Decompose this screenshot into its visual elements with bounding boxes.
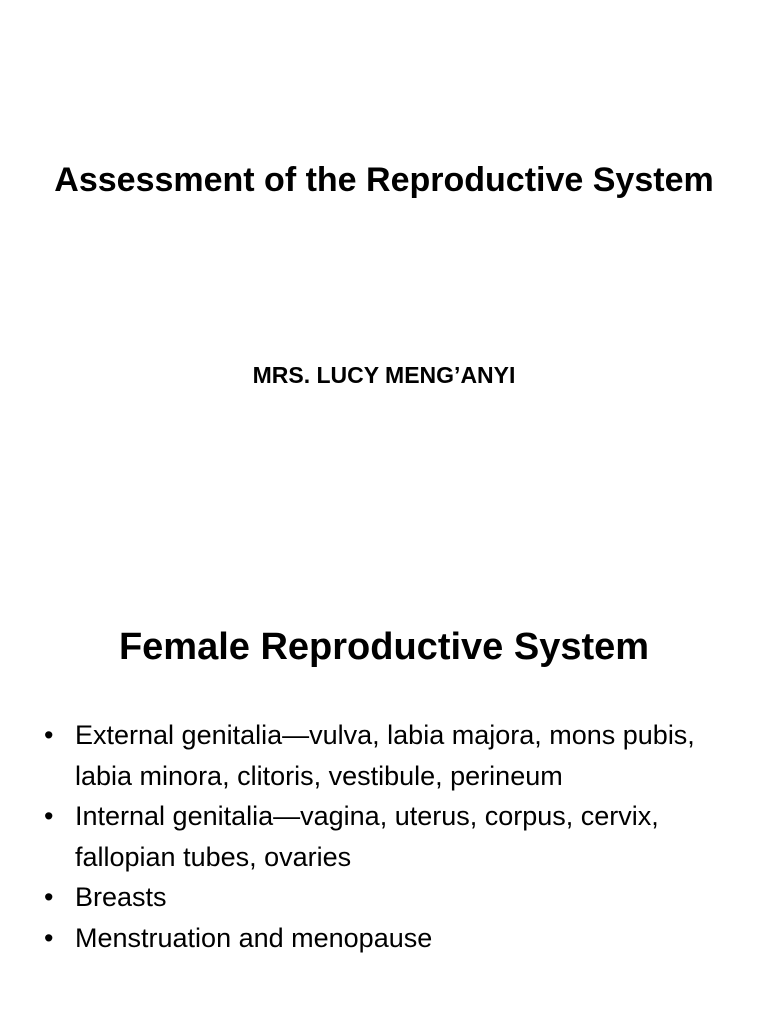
bullet-list: [44, 715, 724, 958]
bullet-text: External genitalia—vulva, labia majora, mons pubis, labia minora, clitoris, vestibule, perineum: [75, 720, 695, 791]
bullet-item: [44, 796, 724, 877]
author-name: MRS. LUCY MENG’ANYI: [252, 362, 516, 388]
bullet-item: [44, 877, 724, 918]
content-slide: [0, 512, 768, 1024]
bullet-text: Internal genitalia—vagina, uterus, corpus, cervix, fallopian tubes, ovaries: [75, 801, 659, 872]
slide-title: Assessment of the Reproductive System: [54, 161, 714, 199]
bullet-item: [44, 918, 724, 959]
bullet-text: Breasts: [75, 882, 167, 912]
slide-heading: Female Reproductive System: [118, 626, 650, 668]
bullet-icon: •: [44, 922, 54, 953]
bullet-text: Menstruation and menopause: [75, 922, 433, 953]
bullet-item: [44, 715, 724, 796]
bullet-icon: •: [44, 801, 54, 831]
bullet-icon: •: [44, 882, 54, 912]
bullet-icon: •: [44, 720, 54, 750]
